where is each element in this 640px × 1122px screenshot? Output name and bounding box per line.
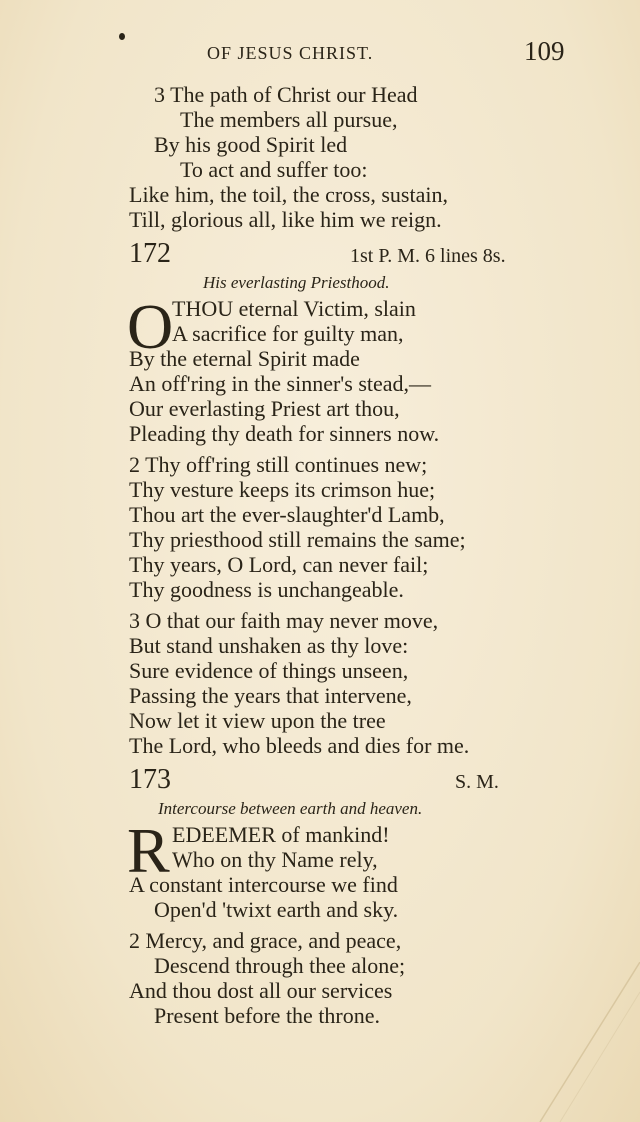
- verse-line: The members all pursue,: [180, 107, 398, 132]
- verse-line: Descend through thee alone;: [154, 953, 406, 978]
- verse-line: Passing the years that intervene,: [129, 683, 412, 708]
- hymn-number: 172: [129, 238, 171, 269]
- running-title: OF JESUS CHRIST.: [207, 43, 374, 63]
- hymn-title: Intercourse between earth and heaven.: [158, 799, 423, 818]
- verse-line: A constant intercourse we find: [129, 872, 398, 897]
- hymn-title: His everlasting Priesthood.: [203, 273, 390, 292]
- verse-line: 3 The path of Christ our Head: [154, 82, 418, 107]
- verse-line: THOU eternal Victim, slain: [172, 296, 416, 321]
- verse-line: Pleading thy death for sinners now.: [129, 421, 440, 446]
- verse-line: By his good Spirit led: [154, 132, 348, 157]
- verse-line: Who on thy Name rely,: [172, 847, 378, 872]
- verse-line: Thou art the ever-slaughter'd Lamb,: [129, 502, 445, 527]
- verse-line: Like him, the toil, the cross, sustain,: [129, 182, 448, 207]
- verse-line: Now let it view upon the tree: [129, 708, 386, 733]
- verse-line: Thy vesture keeps its crimson hue;: [129, 477, 436, 502]
- verse-line: 2 Thy off'ring still continues new;: [129, 452, 428, 477]
- page-crease: [520, 962, 640, 1122]
- verse-line: Thy years, O Lord, can never fail;: [129, 552, 429, 577]
- verse-line: Till, glorious all, like him we reign.: [129, 207, 442, 232]
- verse-line: 2 Mercy, and grace, and peace,: [129, 928, 402, 953]
- verse-line: Present before the throne.: [154, 1003, 381, 1028]
- verse-line: Open'd 'twixt earth and sky.: [154, 897, 399, 922]
- verse-line: But stand unshaken as thy love:: [129, 633, 409, 658]
- verse-line: By the eternal Spirit made: [129, 346, 360, 371]
- ink-dot: [119, 33, 125, 40]
- page-number: 109: [524, 36, 565, 66]
- verse-line: Thy priesthood still remains the same;: [129, 527, 466, 552]
- verse-line: The Lord, who bleeds and dies for me.: [129, 733, 470, 758]
- verse-line: To act and suffer too:: [180, 157, 368, 182]
- hymn-meter: S. M.: [455, 771, 499, 793]
- drop-cap: R: [127, 815, 170, 886]
- verse-line: 3 O that our faith may never move,: [129, 608, 439, 633]
- verse-line: EDEEMER of mankind!: [172, 822, 390, 847]
- verse-line: And thou dost all our services: [129, 978, 393, 1003]
- drop-cap: O: [127, 291, 174, 362]
- verse-line: An off'ring in the sinner's stead,—: [129, 371, 432, 396]
- hymn-meter: 1st P. M. 6 lines 8s.: [350, 245, 506, 267]
- verse-line: A sacrifice for guilty man,: [172, 321, 404, 346]
- verse-line: Our everlasting Priest art thou,: [129, 396, 400, 421]
- hymn-number: 173: [129, 764, 171, 795]
- verse-line: Thy goodness is unchangeable.: [129, 577, 404, 602]
- verse-line: Sure evidence of things unseen,: [129, 658, 409, 683]
